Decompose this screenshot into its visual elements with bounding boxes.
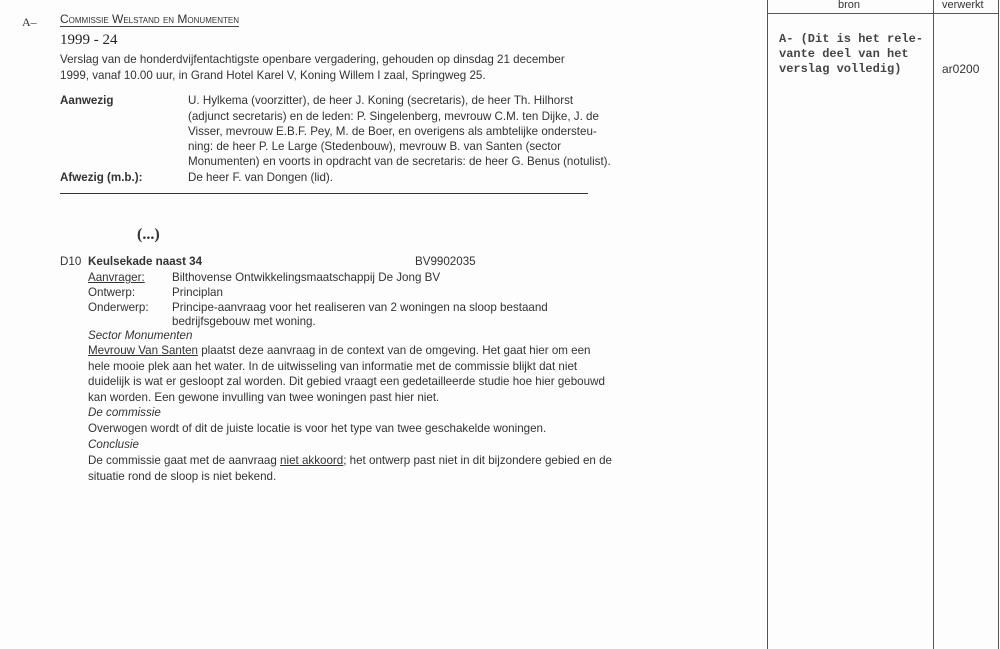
conclusion-text: De commissie gaat met de aanvraag: [88, 454, 281, 467]
conclusion-text: ; het ontwerp past niet in dit bijzondere gebied en de: [343, 454, 612, 467]
column-divider: [933, 0, 934, 649]
item-reference: BV9902035: [415, 255, 476, 268]
conclusion-key: niet akkoord: [280, 454, 344, 467]
sector-name: Mevrouw Van Santen: [88, 344, 198, 357]
source-note: vante deel van het: [779, 47, 909, 61]
column-header-processed: verwerkt: [942, 0, 984, 11]
source-note: A- (Dit is het rele-: [779, 32, 924, 46]
sector-text: duidelijk is wat er gesloopt zal worden. Dit gebied vraagt een gedetailleerde studie hoe hier gebouwd: [88, 375, 605, 388]
intro-line: Verslag van de honderdvijfentachtigste openbare vergadering, gehouden op dinsdag 21 december: [60, 53, 565, 66]
section-marker: A–: [22, 15, 37, 29]
conclusion-heading: Conclusie: [88, 438, 139, 451]
present-line: Visser, mevrouw E.B.F. Pey, M. de Boer, en overigens als ambtelijke ondersteu-: [188, 125, 597, 138]
present-line: U. Hylkema (voorzitter), de heer J. Koning (secretaris), de heer Th. Hilhorst: [188, 94, 574, 107]
present-line: ning: de heer P. Le Large (Stedenbouw), mevrouw B. van Santen (sector: [188, 140, 561, 153]
present-label: Aanwezig: [60, 94, 114, 107]
processed-code: ar0200: [942, 62, 980, 76]
present-line: Monumenten) en voorts in opdracht van de secretaris: de heer G. Benus (notulist).: [188, 155, 611, 168]
committee-title: Commissie Welstand en Monumenten: [60, 12, 239, 26]
absent-label: Afwezig (m.b.):: [60, 171, 143, 184]
ellipsis: (...): [137, 226, 160, 243]
divider: [60, 193, 588, 194]
field-value: bedrijfsgebouw met woning.: [172, 315, 316, 328]
item-code: D10: [60, 255, 82, 268]
sector-text: plaatst deze aanvraag in de context van de omgeving. Het gaat hier om een: [198, 344, 591, 357]
item-title: Keulsekade naast 34: [88, 255, 203, 268]
sidebar-border: [767, 0, 768, 649]
column-header-source: bron: [838, 0, 861, 11]
field-value: Bilthovense Ontwikkelingsmaatschappij De Jong BV: [172, 271, 441, 284]
field-value: Principlan: [172, 286, 223, 299]
present-line: (adjunct secretaris) en de leden: P. Singelenberg, mevrouw C.M. ten Dijke, J. de: [188, 110, 599, 123]
sidebar-border: [998, 0, 999, 649]
commission-text: Overwogen wordt of dit de juiste locatie is voor het type van twee geschakelde woningen.: [88, 422, 547, 435]
source-note: verslag volledig): [779, 62, 902, 76]
absent-value: De heer F. van Dongen (lid).: [188, 171, 333, 184]
header-divider: [767, 13, 999, 14]
field-label: Aanvrager:: [88, 271, 145, 284]
conclusion-text: situatie rond de sloop is niet bekend.: [88, 470, 277, 483]
sector-text: hele mooie plek aan het water. In de uitwisseling van informatie met de commissie blijkt dat niet: [88, 360, 578, 373]
intro-line: 1999, vanaf 10.00 uur, in Grand Hotel Karel V, Koning Willem I zaal, Springweg 25.: [60, 69, 486, 82]
report-number: 1999 - 24: [60, 32, 118, 48]
field-value: Principe-aanvraag voor het realiseren van 2 woningen na sloop bestaand: [172, 301, 548, 314]
field-label: Onderwerp:: [88, 301, 149, 314]
commission-heading: De commissie: [88, 406, 161, 419]
sector-heading: Sector Monumenten: [88, 329, 193, 342]
sector-text: kan worden. Een gewone invulling van twee woningen past hier niet.: [88, 391, 440, 404]
field-label: Ontwerp:: [88, 286, 136, 299]
